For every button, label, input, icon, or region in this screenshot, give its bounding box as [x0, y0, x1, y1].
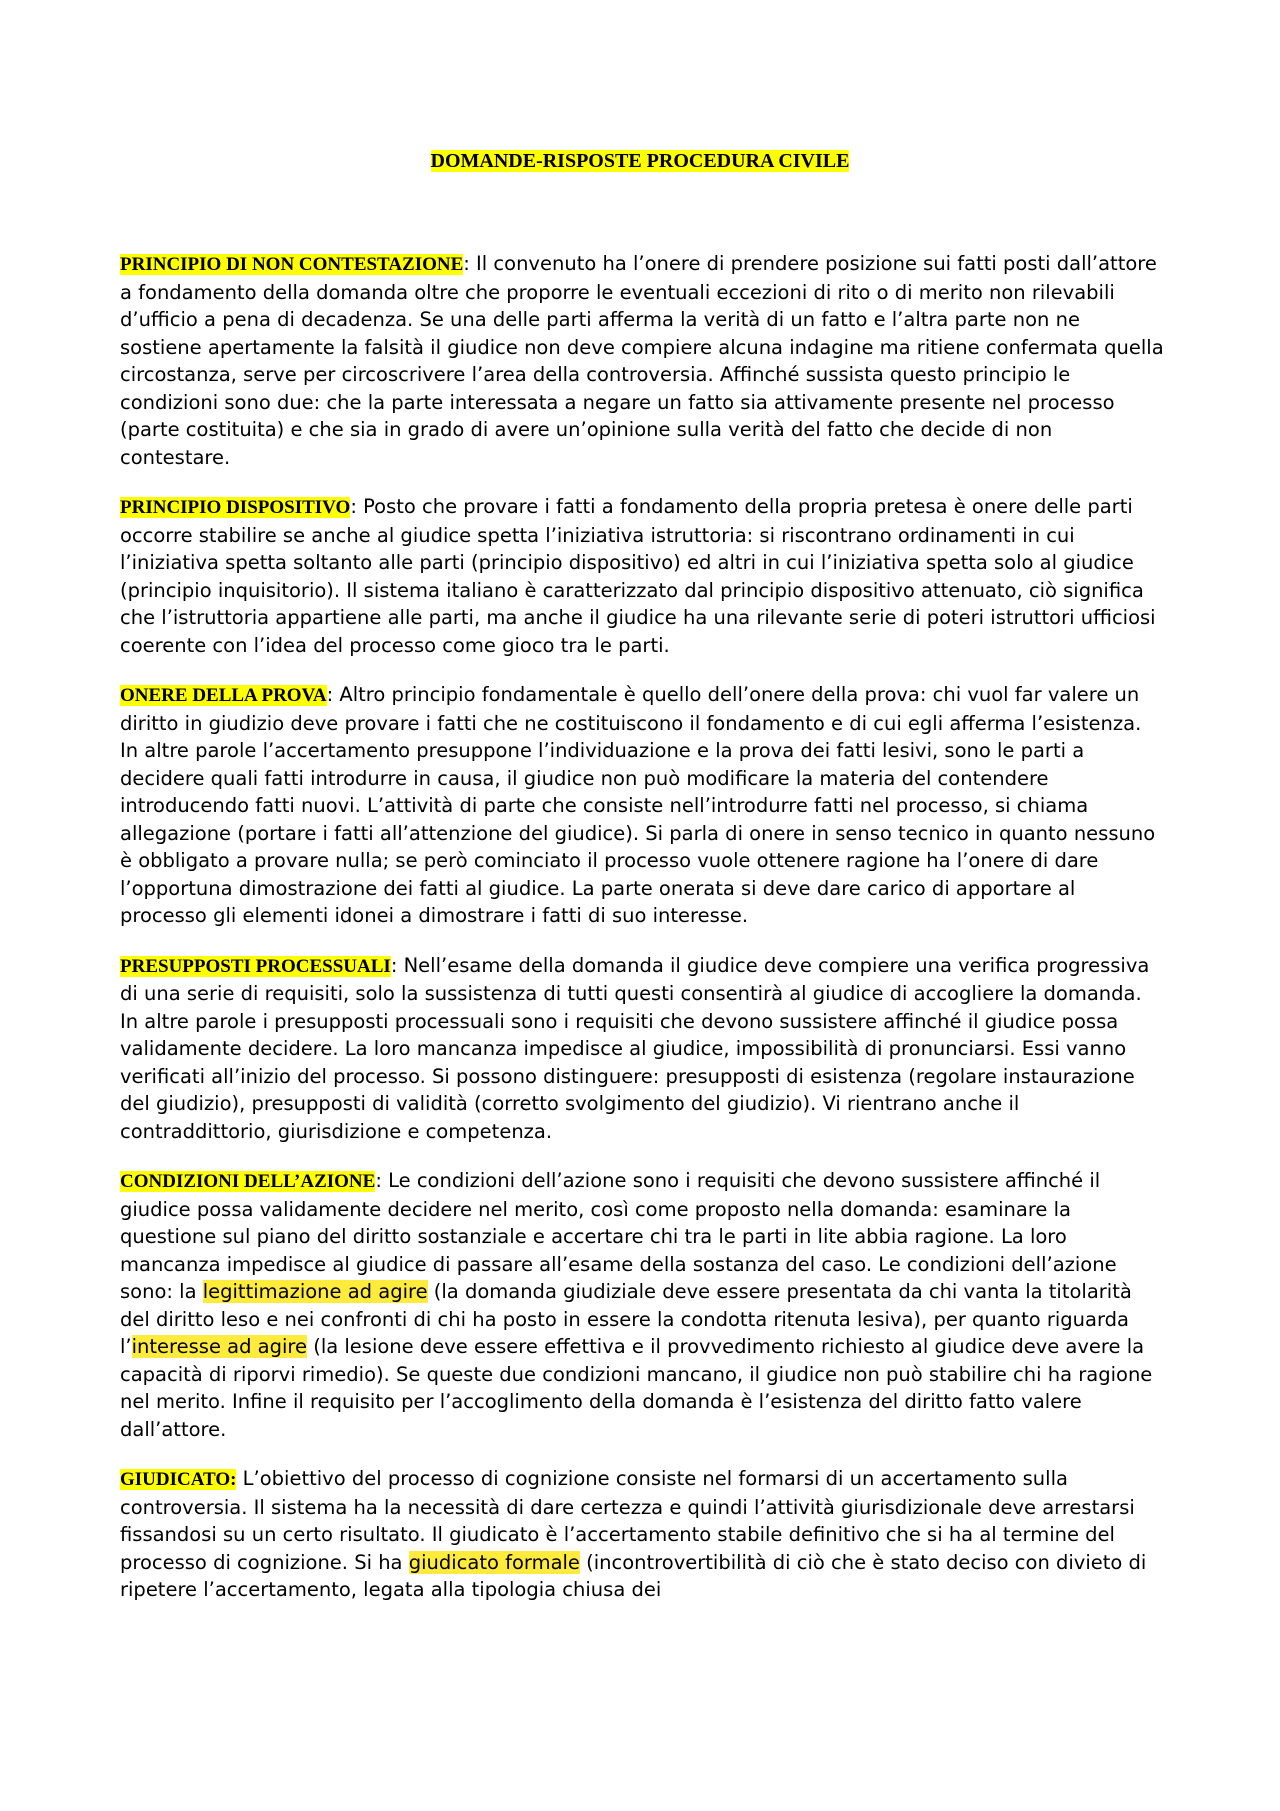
section-text: Posto che provare i fatti a fondamento della propria pretesa è onere delle parti occorre stabilire se anche al giudice spetta l’iniziativa istruttoria: si riscontrano ordinamenti in cui l’iniziativa spetta soltanto alle parti (principio dispositivo) ed altri in cui l’iniziativa spetta solo al giudice (principio inquisitorio). Il sistema italiano è caratterizzato dal principio dispositivo attenuato, ciò significa che l’istruttoria appartiene alle parti, ma anche il giudice ha una rilevante serie di poteri istruttori ufficiosi coerente con l’idea del processo come gioco tra le parti. [120, 495, 1156, 657]
section-giudicato [120, 1465, 1165, 1604]
section-heading: ONERE DELLA PROVA [120, 685, 327, 706]
section-onere-prova [120, 681, 1165, 930]
section-text: (la domanda giudiziale deve essere presentata da chi vanta la titolarità del diritto leso e nei confronti di chi ha posto in essere la condotta ritenuta lesiva), per quanto riguarda l’ [120, 1280, 1132, 1358]
section-text: Le condizioni dell’azione sono i requisiti che devono sussistere affinché il giudice possa validamente decidere nel merito, così come proposto nella domanda: esaminare la questione sul piano del diritto sostanziale e accertare chi tra le parti in lite abbia ragione. La loro mancanza impedisce al giudice di passare all’esame della sostanza del caso. Le condizioni dell’azione sono: la [120, 1169, 1117, 1303]
section-heading: PRESUPPOSTI PROCESSUALI [120, 955, 391, 977]
section-non-contestazione [120, 250, 1165, 471]
highlighted-term: giudicato formale [408, 1550, 580, 1574]
section-heading-sep: : [390, 953, 398, 977]
section-heading-sep: : [463, 252, 470, 275]
section-text: (la lesione deve essere effettiva e il provvedimento richiesto al giudice deve avere la capacità di riporvi rimedio). Se queste due condizioni mancano, il giudice non può stabilire chi ha ragione nel merito. Infine il requisito per l’accoglimento della domanda è l’esistenza del diritto fatto valere dall’attore. [120, 1335, 1153, 1441]
section-heading-sep: : [350, 495, 357, 518]
section-dispositivo [120, 493, 1165, 659]
section-text: Altro principio fondamentale è quello dell’onere della prova: chi vuol far valere un diritto in giudizio deve provare i fatti che ne costituiscono il fondamento e di cui egli afferma l’esistenza. In altre parole l’accertamento presuppone l’individuazione e la prova dei fatti lesivi, sono le parti a decidere quali fatti introdurre in causa, il giudice non può modificare la materia del contendere introducendo fatti nuovi. L’attività di parte che consiste nell’introdurre fatti nel processo, si chiama allegazione (portare i fatti all’attenzione del giudice). Si parla di onere in senso tecnico in quanto nessuno è obbligato a provare nulla; se però cominciato il processo vuole ottenere ragione ha l’onere di dare l’opportuna dimostrazione dei fatti al giudice. La parte onerata si deve dare carico di apportare al processo gli elementi idonei a dimostrare i fatti di suo interesse. [120, 683, 1156, 927]
document-title [0, 150, 1280, 173]
section-condizioni-azione [120, 1167, 1165, 1443]
section-presupposti [120, 952, 1165, 1146]
section-heading-sep: : [375, 1169, 382, 1192]
section-text: Nell’esame della domanda il giudice deve compiere una verifica progressiva di una serie di requisiti, solo la sussistenza di tutti questi consentirà al giudice di accogliere la domanda. In altre parole i presupposti processuali sono i requisiti che devono sussistere affinché il giudice possa validamente decidere. La loro mancanza impedisce al giudice, impossibilità di pronunciarsi. Essi vanno verificati all’inizio del processo. Si possono distinguere: presupposti di esistenza (regolare instaurazione del giudizio), presupposti di validità (corretto svolgimento del giudizio). Vi rientrano anche il contraddittorio, giurisdizione e competenza. [120, 953, 1150, 1143]
section-text: L’obiettivo del processo di cognizione consiste nel formarsi di un accertamento sulla controversia. Il sistema ha la necessità di dare certezza e quindi l’attività giurisdizionale deve arrestarsi fissandosi su un certo risultato. Il giudicato è l’accertamento stabile definitivo che si ha al termine del processo di cognizione. Si ha [120, 1467, 1135, 1574]
document-title-text: DOMANDE-RISPOSTE PROCEDURA CIVILE [430, 150, 850, 172]
section-heading-sep: : [326, 683, 334, 706]
highlighted-term: legittimazione ad agire [202, 1280, 428, 1303]
section-heading: CONDIZIONI DELL’AZIONE [120, 1171, 376, 1192]
section-heading: PRINCIPIO DISPOSITIVO [120, 497, 351, 518]
section-text: Il convenuto ha l’onere di prendere posizione sui fatti posti dall’attore a fondamento della domanda oltre che proporre le eventuali eccezioni di rito o di merito non rilevabili d’ufficio a pena di decadenza. Se una delle parti afferma la verità di un fatto e l’altra parte non ne sostiene apertamente la falsità il giudice non deve compiere alcuna indagine ma ritiene confermata quella circostanza, serve per circoscrivere l’area della controversia. Affinché sussista questo principio le condizioni sono due: che la parte interessata a negare un fatto sia attivamente presente nel processo (parte costituita) e che sia in grado di avere un’opinione sulla verità del fatto che decide di non contestare. [120, 252, 1164, 469]
section-text: (incontrovertibilità di ciò che è stato deciso con divieto di ripetere l’accertamento, legata alla tipologia chiusa dei [120, 1550, 1147, 1601]
section-heading: PRINCIPIO DI NON CONTESTAZIONE [120, 254, 464, 275]
document-body [120, 250, 1165, 1626]
section-heading: GIUDICATO: [120, 1469, 237, 1490]
highlighted-term: interesse ad agire [131, 1335, 308, 1358]
